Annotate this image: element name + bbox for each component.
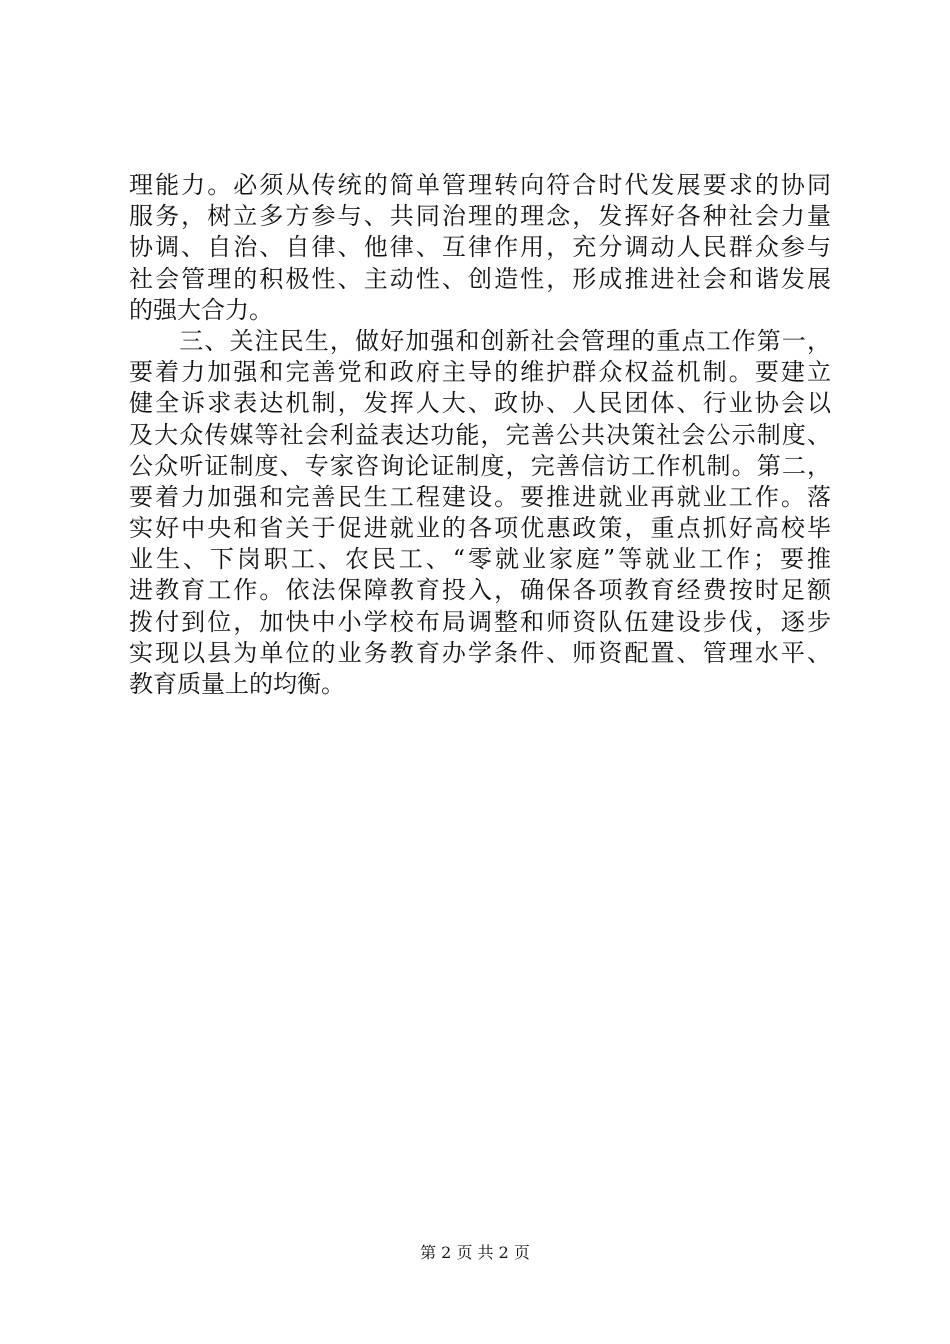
text-line: 实现以县为单位的业务教育办学条件、师资配置、管理水平、 xyxy=(129,638,831,667)
text-line: 业生、下岗职工、农民工、“零就业家庭”等就业工作；要推 xyxy=(129,545,831,574)
text-line: 进教育工作。依法保障教育投入，确保各项教育经费按时足额 xyxy=(129,576,831,605)
text-line: 协调、自治、自律、他律、互律作用，充分调动人民群众参与 xyxy=(129,233,831,262)
text-line: 健全诉求表达机制，发挥人大、政协、人民团体、行业协会以 xyxy=(129,389,831,418)
text-line: 要着力加强和完善民生工程建设。要推进就业再就业工作。落 xyxy=(129,482,831,511)
text-line: 社会管理的积极性、主动性、创造性，形成推进社会和谐发展 xyxy=(129,264,831,293)
text-line: 的强大合力。 xyxy=(129,295,273,324)
text-line: 公众听证制度、专家咨询论证制度，完善信访工作机制。第二， xyxy=(129,451,831,480)
text-line: 实好中央和省关于促进就业的各项优惠政策，重点抓好高校毕 xyxy=(129,514,831,543)
text-line: 要着力加强和完善党和政府主导的维护群众权益机制。要建立 xyxy=(129,358,831,387)
text-line: 及大众传媒等社会利益表达功能，完善公共决策社会公示制度、 xyxy=(129,420,831,449)
page-number-footer: 第 2 页 共 2 页 xyxy=(420,1243,530,1262)
text-line: 三、关注民生，做好加强和创新社会管理的重点工作第一， xyxy=(129,326,831,355)
text-line: 理能力。必须从传统的简单管理转向符合时代发展要求的协同 xyxy=(129,171,831,199)
text-line: 拨付到位，加快中小学校布局调整和师资队伍建设步伐，逐步 xyxy=(129,607,831,636)
body-text xyxy=(129,170,831,700)
text-line: 服务，树立多方参与、共同治理的理念，发挥好各种社会力量 xyxy=(129,202,831,231)
text-line: 教育质量上的均衡。 xyxy=(129,670,345,698)
